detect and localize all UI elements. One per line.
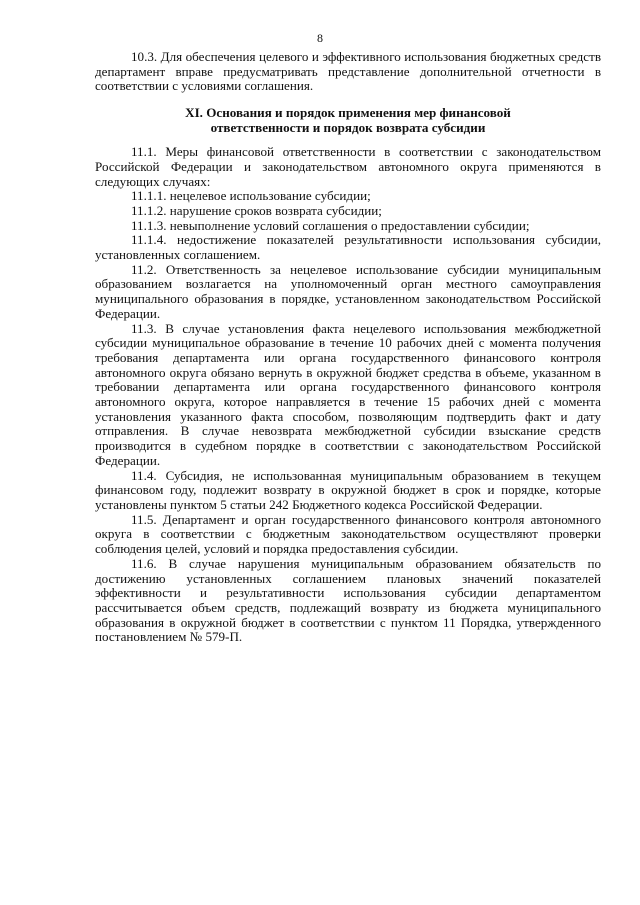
section-heading-line-2: ответственности и порядок возврата субсидии [210,120,486,136]
page-number: 8 [317,31,323,45]
paragraph-11-4: 11.4. Субсидия, не использованная муниципальным образованием в текущем финансовом году, подлежит возврату в окружной бюджет в срок и порядке, которые установлены пунктом 5 статьи 242 Бюджетного кодекса Российской Федерации. [95,467,601,512]
document-body [95,50,601,645]
paragraph-10-3: 10.3. Для обеспечения целевого и эффективного использования бюджетных средств департамент вправе предусматривать представление дополнительной отчетности в соответствии с условиями соглашения. [95,49,601,94]
list-item-11-1-2: 11.1.2. нарушение сроков возврата субсидии; [131,202,382,218]
section-heading-line-1: XI. Основания и порядок применения мер финансовой [185,105,511,121]
paragraph-11-2: 11.2. Ответственность за нецелевое использование субсидии муниципальным образованием возлагается на уполномоченный орган местного самоуправления муниципального образования в порядке, установленном законодательством Российской Федерации. [95,261,601,321]
paragraph-11-1: 11.1. Меры финансовой ответственности в соответствии с законодательством Российской Федерации и законодательством автономного округа применяются в следующих случаях: [95,144,601,189]
section-heading [95,105,601,135]
paragraph-11-3: 11.3. В случае установления факта нецелевого использования межбюджетной субсидии муниципальное образование в течение 10 рабочих дней с момента получения требования департамента или органа государственного финансового контроля автономного округа обязано вернуть в окружной бюджет средства в объеме, указанном в требовании департамента или органа государственного финансового контроля автономного округа, которое направляется в течение 15 рабочих дней с момента установления указанного факта способом, позволяющим подтвердить факт и дату отправления. В случае невозврата межбюджетной субсидии взыскание средств производится в судебном порядке в соответствии с законодательством Российской Федерации. [95,320,601,468]
paragraph-11-6: 11.6. В случае нарушения муниципальным образованием обязательств по достижению установленных соглашением плановых значений показателей эффективности и результативности использования субсидии департаментом рассчитывается объем средств, подлежащий возврату из бюджета муниципального образования в окружной бюджет в соответствии с пунктом 11 Порядка, утвержденного постановлением № 579-П. [95,555,601,645]
list-item-11-1-1: 11.1.1. нецелевое использование субсидии; [131,188,371,204]
list-item-11-1-3: 11.1.3. невыполнение условий соглашения о предоставлении субсидии; [131,217,530,233]
paragraph-11-5: 11.5. Департамент и орган государственного финансового контроля автономного округа в соответствии с бюджетным законодательством осуществляют проверки соблюдения целей, условий и порядка предоставления субсидии. [95,511,601,557]
list-item-11-1-4: 11.1.4. недостижение показателей результативности использования субсидии, установленных соглашением. [95,232,601,263]
